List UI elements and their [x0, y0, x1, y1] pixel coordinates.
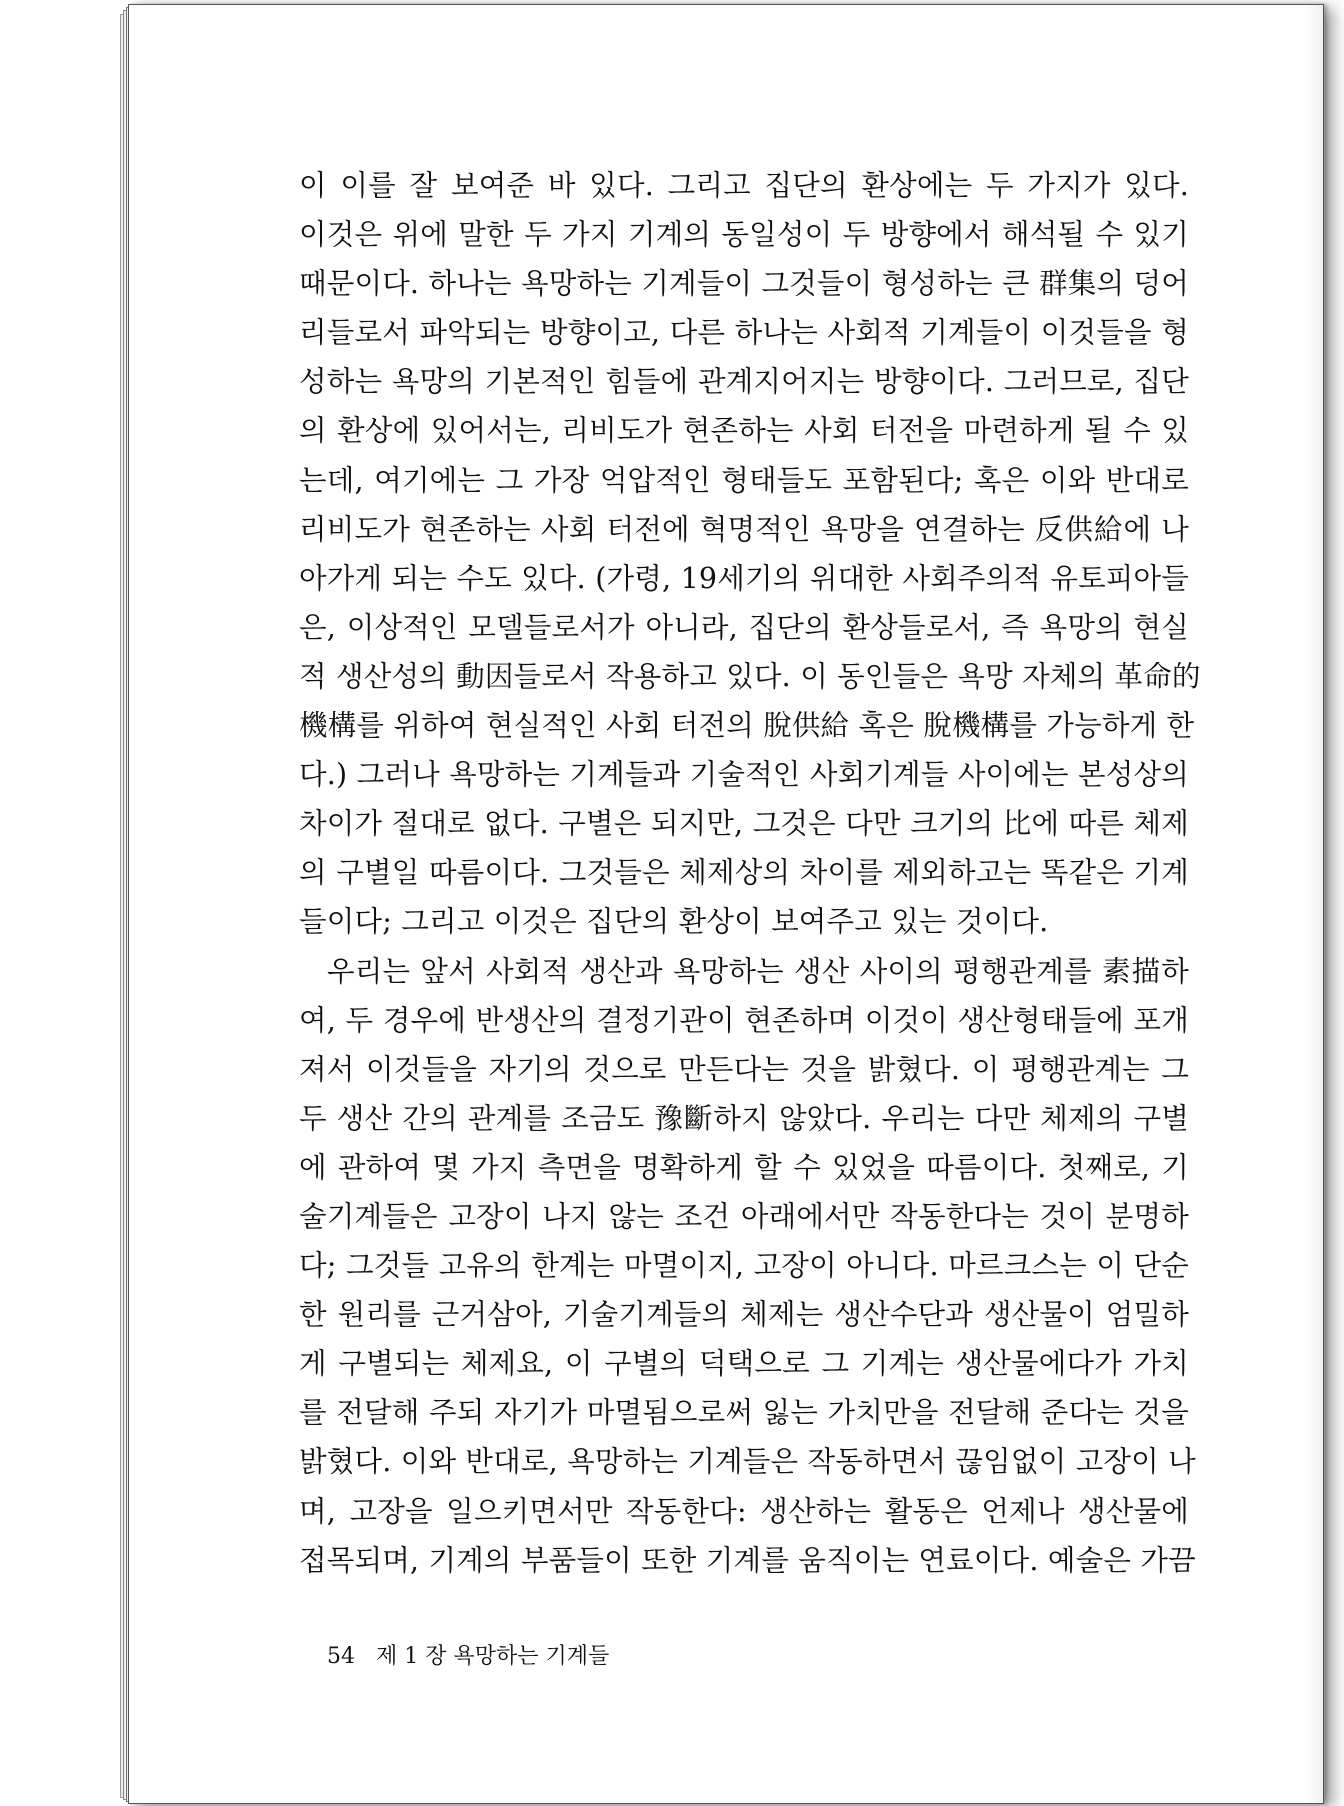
text-line: 의 환상에 있어서는, 리비도가 현존하는 사회 터전을 마련하게 될 수 있	[299, 414, 1189, 448]
book-page	[128, 4, 1324, 1804]
text-line: 우리는 앞서 사회적 생산과 욕망하는 생산 사이의 평행관계를 素描하	[327, 954, 1189, 988]
text-line: 다.) 그러나 욕망하는 기계들과 기술적인 사회기계들 사이에는 본성상의	[299, 758, 1189, 792]
text-line: 한 원리를 근거삼아, 기술기계들의 체제는 생산수단과 생산물이 엄밀하	[299, 1298, 1189, 1332]
text-line: 機構를 위하여 현실적인 사회 터전의 脫供給 혹은 脫機構를 가능하게 한	[299, 709, 1195, 743]
text-line: 져서 이것들을 자기의 것으로 만든다는 것을 밝혔다. 이 평행관계는 그	[299, 1052, 1189, 1086]
paragraph-1	[299, 161, 1201, 947]
text-line: 차이가 절대로 없다. 구별은 되지만, 그것은 다만 크기의 比에 따른 체제	[299, 807, 1189, 841]
text-line: 며, 고장을 일으키면서만 작동한다: 생산하는 활동은 언제나 생산물에	[299, 1494, 1189, 1528]
text-line: 의 구별일 따름이다. 그것들은 체제상의 차이를 제외하고는 똑같은 기계	[299, 856, 1189, 890]
body-text	[299, 161, 1201, 1585]
text-line: 두 생산 간의 관계를 조금도 豫斷하지 않았다. 우리는 다만 체제의 구별	[299, 1101, 1189, 1135]
running-footer-chapter: 제 1 장 욕망하는 기계들	[376, 1644, 610, 1669]
text-line: 이것은 위에 말한 두 가지 기계의 동일성이 두 방향에서 해석될 수 있기	[299, 218, 1189, 252]
text-line: 리들로서 파악되는 방향이고, 다른 하나는 사회적 기계들이 이것들을 형	[299, 316, 1189, 350]
page-footer	[327, 1639, 609, 1670]
text-line: 은, 이상적인 모델들로서가 아니라, 집단의 환상들로서, 즉 욕망의 현실	[299, 610, 1189, 644]
book-page-stack	[128, 4, 1324, 1804]
text-line: 는데, 여기에는 그 가장 억압적인 형태들도 포함된다; 혹은 이와 반대로	[299, 463, 1189, 497]
text-line: 다; 그것들 고유의 한계는 마멸이지, 고장이 아니다. 마르크스는 이 단순	[299, 1249, 1189, 1283]
text-line: 적 생산성의 動因들로서 작용하고 있다. 이 동인들은 욕망 자체의 革命的	[299, 659, 1201, 693]
text-line: 술기계들은 고장이 나지 않는 조건 아래에서만 작동한다는 것이 분명하	[299, 1199, 1189, 1233]
text-line: 들이다; 그리고 이것은 집단의 환상이 보여주고 있는 것이다.	[299, 905, 1049, 939]
text-line: 접목되며, 기계의 부품들이 또한 기계를 움직이는 연료이다. 예술은 가끔	[299, 1543, 1196, 1577]
text-line: 아가게 되는 수도 있다. (가령, 19세기의 위대한 사회주의적 유토피아들	[299, 561, 1189, 595]
text-line: 이 이를 잘 보여준 바 있다. 그리고 집단의 환상에는 두 가지가 있다.	[299, 169, 1189, 202]
text-line: 를 전달해 주되 자기가 마멸됨으로써 잃는 가치만을 전달해 준다는 것을	[299, 1396, 1189, 1430]
text-line: 리비도가 현존하는 사회 터전에 혁명적인 욕망을 연결하는 反供給에 나	[299, 512, 1189, 546]
text-line: 때문이다. 하나는 욕망하는 기계들이 그것들이 형성하는 큰 群集의 덩어	[299, 267, 1189, 301]
text-line: 게 구별되는 체제요, 이 구별의 덕택으로 그 기계는 생산물에다가 가치	[299, 1347, 1189, 1381]
page-number: 54	[327, 1644, 355, 1669]
paragraph-2	[299, 947, 1196, 1585]
text-line: 여, 두 경우에 반생산의 결정기관이 현존하며 이것이 생산형태들에 포개	[299, 1003, 1189, 1037]
text-line: 밝혔다. 이와 반대로, 욕망하는 기계들은 작동하면서 끊임없이 고장이 나	[299, 1445, 1196, 1479]
page-fold-shadow	[1305, 5, 1323, 1803]
text-line: 에 관하여 몇 가지 측면을 명확하게 할 수 있었을 따름이다. 첫째로, 기	[299, 1150, 1189, 1184]
text-line: 성하는 욕망의 기본적인 힘들에 관계지어지는 방향이다. 그러므로, 집단	[299, 365, 1189, 399]
